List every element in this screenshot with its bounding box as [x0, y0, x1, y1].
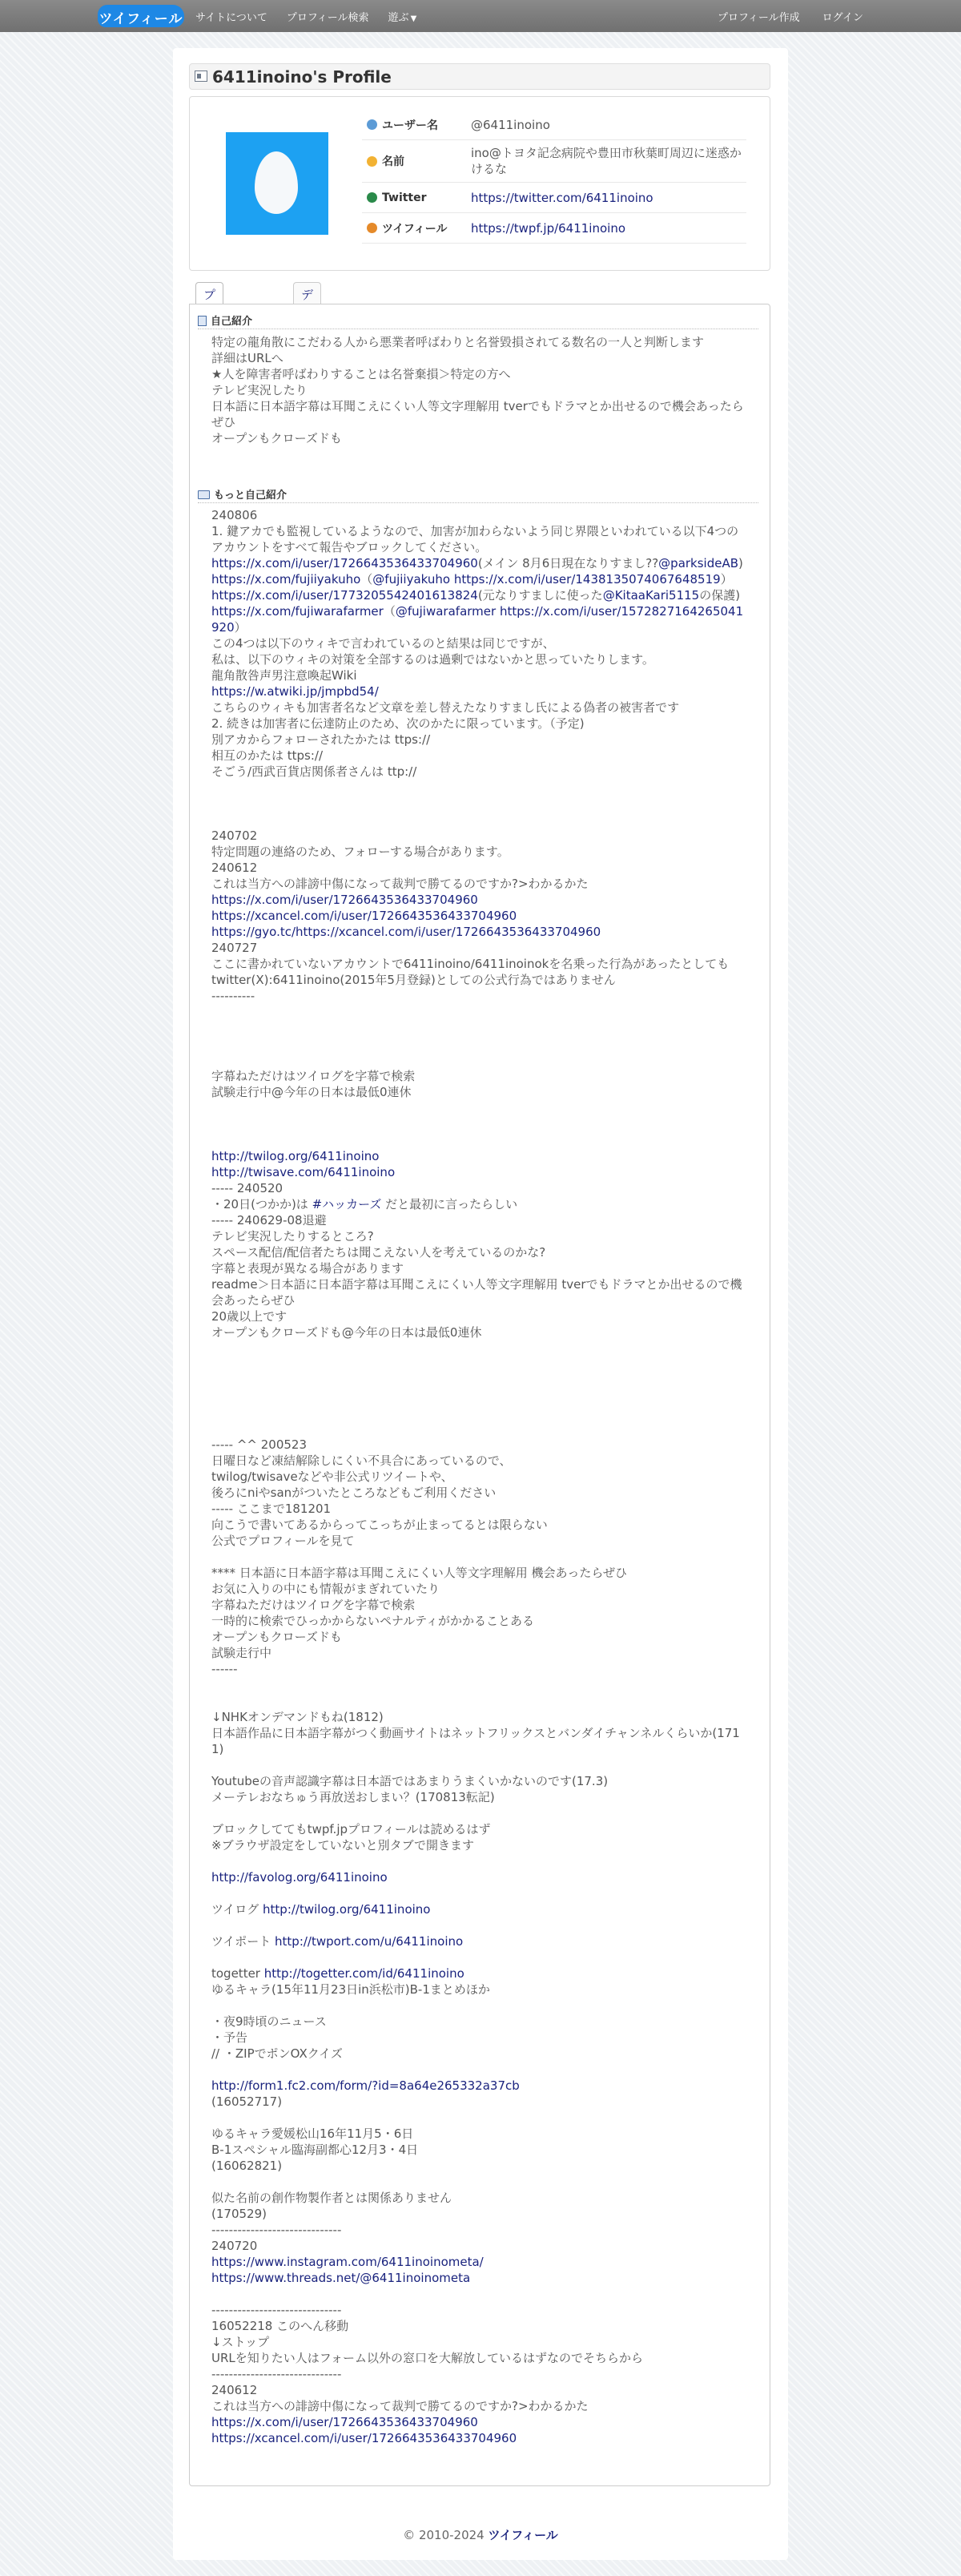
text-link[interactable]: http://twilog.org/6411inoino: [263, 1902, 431, 1917]
text-line: [211, 1565, 748, 1581]
text-link[interactable]: https://x.com/i/user/1726643536433704960: [211, 2415, 478, 2429]
text-span: 似た名前の創作物製作者とは関係ありません: [211, 2191, 452, 2205]
text-link[interactable]: https://x.com/fujiiyakuho: [211, 572, 361, 587]
text-link[interactable]: https://x.com/i/user/1726643536433704960: [211, 556, 478, 570]
profile-info-value: @6411inoino: [471, 118, 550, 132]
text-span: (170529): [211, 2207, 267, 2221]
text-line: [211, 651, 748, 667]
twpf-icon: [367, 223, 377, 233]
profile-info-label: [362, 183, 472, 212]
text-line: [211, 398, 748, 430]
more-section-header: [198, 486, 758, 503]
text-link[interactable]: http://twport.com/u/6411inoino: [275, 1934, 464, 1949]
navbar-inner: [98, 0, 863, 32]
text-line: [211, 1677, 748, 1693]
text-span: 2. 続きは加害者に伝達防止のため、次のかたに限っています。（予定): [211, 716, 585, 731]
text-span: 向こうで書いてあるからってこっちが止まってるとは限らない: [211, 1518, 548, 1532]
text-line: [211, 2190, 748, 2206]
text-line: [211, 667, 748, 683]
text-line: [211, 2014, 748, 2030]
smiley-icon: [367, 156, 377, 167]
main-container: [173, 48, 788, 2560]
text-span: ----- ここまで181201: [211, 1502, 332, 1516]
text-line: [211, 1949, 748, 1965]
nav-menu-play-label: 遊ぶ: [388, 11, 409, 24]
tab-data[interactable]: デ: [293, 282, 321, 304]
text-line: [211, 860, 748, 876]
text-line: [211, 1725, 748, 1757]
text-line: [211, 2334, 748, 2350]
text-link[interactable]: https://www.threads.net/@6411inoinometa: [211, 2271, 471, 2285]
text-span: 日曜日など凍結解除しにくい不具合にあっているので、: [211, 1453, 512, 1468]
text-span: 特定問題の連絡のため、フォローする場合があります。: [211, 845, 509, 859]
text-line: [211, 2062, 748, 2078]
text-line: [211, 2286, 748, 2302]
text-line: [211, 1052, 748, 1068]
text-line: [211, 1789, 748, 1805]
text-line: [211, 1805, 748, 1821]
text-span: この4つは以下のウィキで言われているのと結果は同じですが、: [211, 636, 555, 651]
text-line: [211, 2046, 748, 2062]
book-icon: [198, 490, 210, 499]
text-span: そごう/西武百貨店関係者さんは ttp://: [211, 764, 417, 779]
text-line: [211, 2142, 748, 2158]
text-span: 16052218 このへん移動: [211, 2319, 349, 2333]
text-span: の保護): [699, 588, 741, 603]
text-line: [211, 924, 748, 940]
text-link[interactable]: @fujiwarafarmer: [395, 604, 497, 619]
text-line: [211, 1965, 748, 1981]
text-line: [211, 1212, 748, 1228]
text-link[interactable]: @KitaaKari5115: [602, 588, 700, 603]
text-link[interactable]: https://www.instagram.com/6411inoinometa/: [211, 2255, 484, 2269]
profile-card-icon: [195, 71, 207, 82]
text-line: [211, 780, 748, 796]
text-line: [211, 2110, 748, 2126]
footer-copyright: © 2010-2024: [403, 2528, 489, 2542]
text-link[interactable]: #ハッカーズ: [312, 1197, 382, 1211]
document-icon: [198, 316, 207, 326]
text-link[interactable]: https://xcancel.com/i/user/1726643536433704960: [211, 909, 517, 923]
profile-info-label-text: ツイフィール: [382, 222, 448, 236]
text-span: お気に入りの中にも情報がまぎれていたり: [211, 1582, 440, 1596]
text-line: [211, 1485, 748, 1501]
text-span: こちらのウィキも加害者名など文章を差し替えたなりすまし氏による偽者の被害者です: [211, 700, 680, 715]
text-line: [211, 507, 748, 523]
default-egg-icon: [255, 151, 298, 214]
text-line: [211, 1373, 748, 1389]
text-line: [211, 2350, 748, 2366]
text-span: ・夜9時頃のニュース: [211, 2014, 327, 2029]
text-line: [211, 603, 748, 635]
text-span: 後ろにniやsanがついたところなどもご利用ください: [211, 1486, 497, 1500]
text-link[interactable]: http://togetter.com/id/6411inoino: [263, 1966, 464, 1981]
text-line: [211, 1709, 748, 1725]
text-line: [211, 1645, 748, 1661]
text-span: 日本語に日本語字幕は耳聞こえにくい人等文字理解用 tverでもドラマとか出せるので機会あったらぜひ: [211, 399, 744, 429]
text-line: [211, 1501, 748, 1517]
text-line: [211, 2430, 748, 2446]
text-line: [211, 1228, 748, 1244]
text-line: [211, 1357, 748, 1373]
intro-section-title: 自己紹介: [211, 316, 253, 328]
profile-info-label-text: ユーザー名: [382, 119, 438, 132]
text-span: ): [738, 556, 743, 570]
text-link[interactable]: https://gyo.tc/https://xcancel.com/i/user/1726643536433704960: [211, 925, 601, 939]
text-line: [211, 1421, 748, 1437]
profile-info-table: [362, 110, 746, 244]
text-span: 公式でプロフィールを見て: [211, 1534, 355, 1548]
text-span: テレビ実況したり: [211, 383, 308, 397]
text-line: [211, 1629, 748, 1645]
text-span: 240720: [211, 2239, 258, 2253]
text-line: [211, 1020, 748, 1036]
text-line: [211, 1933, 748, 1949]
text-line: [211, 956, 748, 972]
text-line: [211, 972, 748, 988]
text-span: **** 日本語に日本語字幕は耳聞こえにくい人等文字理解用 機会あったらぜひ: [211, 1566, 627, 1580]
text-span: ）: [720, 572, 733, 587]
text-line: [211, 1164, 748, 1180]
text-line: [211, 1853, 748, 1869]
text-line: [211, 1885, 748, 1901]
text-link[interactable]: @parksideAB: [658, 556, 739, 570]
text-line: [211, 2414, 748, 2430]
text-span: オープンもクローズドも: [211, 431, 342, 445]
tab-profile[interactable]: プ: [195, 282, 223, 304]
text-line: [211, 1437, 748, 1453]
nav-link-profile-search[interactable]: プロフィール検索: [286, 11, 369, 24]
text-line: [211, 1004, 748, 1020]
text-span: 240727: [211, 941, 258, 955]
text-line: [211, 1244, 748, 1260]
text-span: オープンもクローズドも: [211, 1630, 342, 1644]
text-span: ゆるキャラ(15年11月23日in浜松市)B-1まとめほか: [211, 1982, 490, 1997]
text-line: [211, 2030, 748, 2046]
text-line: [211, 1260, 748, 1276]
text-span: これは当方への誹謗中傷になって裁判で勝てるのですか?>わかるかた: [211, 877, 589, 891]
profile-info-row: [362, 213, 746, 244]
text-line: [211, 1340, 748, 1357]
text-line: [211, 2270, 748, 2286]
text-span: 1. 鍵アカでも監視しているようなので、加害が加わらないよう同じ界隈といわれている以下4つのアカウントをすべて報告やブロックしてください。: [211, 524, 739, 554]
text-span: B-1スペシャル臨海副都心12月3・4日: [211, 2143, 419, 2157]
text-span: 詳細はURLへ: [211, 351, 283, 365]
text-line: [211, 1917, 748, 1933]
text-span: (16052717): [211, 2094, 283, 2109]
text-line: [211, 683, 748, 699]
text-span: 240612: [211, 861, 258, 875]
profile-info-row: [362, 140, 746, 183]
text-span: スペース配信/配信者たちは聞こえない人を考えているのかな?: [211, 1245, 546, 1260]
profile-info-value: ino@トヨタ記念病院や豊田市秋葉町周辺に迷惑かけるな: [471, 146, 742, 176]
text-span: ゆるキャラ愛媛松山16年11月5・6日: [211, 2127, 414, 2141]
text-line: [211, 382, 748, 398]
intro-section-header: [198, 312, 758, 329]
nav-link-about[interactable]: サイトについて: [195, 11, 267, 24]
text-span: ------: [211, 1662, 238, 1676]
text-line: [211, 1773, 748, 1789]
text-span: twilog/twisaveなどや非公式リツイートや、: [211, 1469, 453, 1484]
text-span: ----- 240629-08退避: [211, 1213, 327, 1228]
text-line: [211, 2174, 748, 2190]
text-line: [211, 1453, 748, 1469]
text-line: [211, 732, 748, 748]
text-line: [211, 1901, 748, 1917]
text-span: ここに書かれていないアカウントで6411inoino/6411inoinokを名乗った行為があったとしても: [211, 957, 730, 971]
text-link[interactable]: https://w.atwiki.jp/jmpbd54/: [211, 684, 379, 699]
profile-info-value[interactable]: https://twitter.com/6411inoino: [471, 191, 653, 205]
text-span: 字幕と表現が異なる場合があります: [211, 1261, 404, 1276]
caret-down-icon: ▼: [410, 14, 417, 23]
text-span: URLを知りたい人はフォーム以外の窓口を大解放しているはずなのでそちらから: [211, 2351, 644, 2365]
text-line: [211, 2398, 748, 2414]
text-span: ツイログ: [211, 1902, 263, 1917]
text-line: [211, 716, 748, 732]
text-span: テレビ実況したりするところ?: [211, 1229, 374, 1244]
text-span: // ・ZIPでポンOXクイズ: [211, 2046, 343, 2061]
text-line: [211, 1100, 748, 1116]
text-span: （: [383, 604, 396, 619]
text-span: ------------------------------: [211, 2223, 342, 2237]
text-line: [211, 1389, 748, 1405]
text-span: ↓ストップ: [211, 2335, 270, 2349]
text-link[interactable]: https://x.com/i/user/1572827164265041920: [211, 604, 744, 635]
profile-card: [189, 96, 770, 271]
text-line: [211, 334, 748, 350]
text-link[interactable]: https://x.com/i/user/1438135074067648519: [453, 572, 721, 587]
text-span: ----- 240520: [211, 1181, 283, 1195]
text-line: [211, 1084, 748, 1100]
text-line: [211, 1148, 748, 1164]
text-line: [211, 940, 748, 956]
text-span: readme＞日本語に日本語字幕は耳聞こえにくい人等文字理解用 tverでもドラマとか出せるので機会あったらぜひ: [211, 1277, 742, 1308]
text-line: [211, 571, 748, 587]
more-intro-text: [211, 507, 748, 2446]
text-line: [211, 908, 748, 924]
text-line: [211, 1469, 748, 1485]
text-span: 特定の龍角散にこだわる人から悪業者呼ばわりと名誉毀損されてる数名の一人と判断します: [211, 335, 705, 349]
text-span: 私は、以下のウィキの対策を全部するのは過剰ではないかと思っていたりします。: [211, 652, 654, 667]
profile-title-bar: [189, 63, 770, 90]
text-line: [211, 1597, 748, 1613]
text-span: これは当方への誹謗中傷になって裁判で勝てるのですか?>わかるかた: [211, 2399, 589, 2413]
footer: [173, 2526, 788, 2543]
text-line: [211, 748, 748, 764]
text-line: [211, 1981, 748, 1998]
speech-bubble-icon: [367, 119, 377, 130]
text-span: 龍角散咎声男注意喚起Wiki: [211, 668, 357, 683]
text-span: Youtubeの音声認識字幕は日本語ではあまりうまくいかないのです(17.3): [211, 1774, 609, 1788]
text-line: [211, 2366, 748, 2382]
avatar: [226, 132, 328, 235]
more-section-title: もっと自己紹介: [214, 490, 287, 502]
text-span: (元なりすましに使った: [477, 588, 603, 603]
text-line: [211, 2078, 748, 2094]
text-span: ツイポート: [211, 1934, 275, 1949]
nav-menu-play[interactable]: [388, 9, 417, 24]
text-line: [211, 876, 748, 892]
text-line: [211, 699, 748, 716]
footer-brand-link[interactable]: ツイフィール: [488, 2528, 558, 2542]
text-line: [211, 1533, 748, 1549]
text-span: （: [360, 572, 373, 587]
text-line: [211, 1276, 748, 1308]
text-line: [211, 1196, 748, 1212]
text-span: 日本語作品に日本語字幕がつく動画サイトはネットフリックスとバンダイチャンネルくらいか(1711): [211, 1726, 740, 1756]
profile-info-label-text: 名前: [382, 155, 404, 168]
text-line: [211, 796, 748, 812]
text-link[interactable]: http://favolog.org/6411inoino: [211, 1870, 388, 1885]
text-line: [211, 587, 748, 603]
text-line: [211, 1180, 748, 1196]
text-span: ------------------------------: [211, 2303, 342, 2317]
profile-info-label: [362, 213, 472, 243]
text-span: だと最初に言ったらしい: [381, 1197, 518, 1211]
text-line: [211, 2094, 748, 2110]
text-line: [211, 764, 748, 780]
profile-info-label: [362, 110, 472, 139]
text-span: 字幕ねただけはツイログを字幕で検索: [211, 1069, 416, 1083]
text-span: togetter: [211, 1966, 264, 1981]
text-span: ----------: [211, 989, 255, 1003]
page-title: 6411inoino's Profile: [212, 67, 392, 87]
text-line: [211, 1998, 748, 2014]
text-line: [211, 1132, 748, 1148]
nav-link-login[interactable]: ログイン: [822, 11, 863, 24]
text-line: [211, 2238, 748, 2254]
profile-info-row: [362, 110, 746, 140]
profile-info-row: [362, 183, 746, 213]
text-line: [211, 555, 748, 571]
text-line: [211, 1068, 748, 1084]
text-line: [211, 1757, 748, 1773]
text-link[interactable]: https://x.com/fujiwarafarmer: [211, 604, 384, 619]
text-span: 240806: [211, 508, 258, 522]
text-line: [211, 1613, 748, 1629]
text-span: メーテレおなちゅう再放送おしまい？(170813転記): [211, 1790, 495, 1804]
text-link[interactable]: http://form1.fc2.com/form/?id=8a64e265332a37cb: [211, 2078, 520, 2093]
text-span: ----- ^^ 200523: [211, 1437, 307, 1452]
text-span: ブロックしててもtwpf.jpプロフィールは読めるはず: [211, 1822, 491, 1836]
site-logo[interactable]: [98, 5, 184, 27]
text-span: (16062821): [211, 2159, 283, 2173]
profile-info-value[interactable]: https://twpf.jp/6411inoino: [471, 221, 626, 236]
text-span: ・予告: [211, 2030, 248, 2045]
text-line: [211, 2318, 748, 2334]
text-line: [211, 2302, 748, 2318]
text-link[interactable]: https://x.com/i/user/1726643536433704960: [211, 893, 478, 907]
top-navbar: [0, 0, 961, 32]
text-line: [211, 828, 748, 844]
text-line: [211, 523, 748, 555]
text-line: [211, 2254, 748, 2270]
text-line: [211, 2158, 748, 2174]
text-line: [211, 350, 748, 366]
text-line: [211, 1821, 748, 1837]
intro-text: [211, 334, 748, 446]
text-span: ）: [234, 620, 247, 635]
twitter-icon: [367, 192, 377, 203]
profile-info-label-text: Twitter: [382, 191, 427, 204]
text-link[interactable]: @fujiiyakuho: [372, 572, 451, 587]
text-line: [211, 812, 748, 828]
text-line: [211, 1869, 748, 1885]
text-line: [211, 892, 748, 908]
text-line: [211, 2206, 748, 2222]
text-line: [211, 2382, 748, 2398]
text-line: [211, 366, 748, 382]
text-line: [211, 1549, 748, 1565]
nav-link-create-profile[interactable]: プロフィール作成: [717, 11, 800, 24]
text-span: ・20日(つかか)は: [211, 1197, 312, 1211]
text-line: [211, 2222, 748, 2238]
text-line: [211, 635, 748, 651]
text-span: 字幕ねただけはツイログを字幕で検索: [211, 1598, 416, 1612]
logo-text: ツイフィール: [99, 11, 183, 27]
text-line: [211, 1661, 748, 1677]
text-line: [211, 1116, 748, 1132]
text-span: ↓NHKオンデマンドもね(1812): [211, 1710, 384, 1724]
text-line: [211, 2126, 748, 2142]
text-span: 20歳以上です: [211, 1309, 287, 1324]
text-line: [211, 430, 748, 446]
text-span: 240612: [211, 2383, 258, 2397]
text-span: ※ブラウザ設定をしていないと別タブで開きます: [211, 1838, 475, 1852]
text-span: 別アカからフォローされたかたは ttps://: [211, 732, 431, 747]
text-link[interactable]: https://x.com/i/user/1773205542401613824: [211, 588, 478, 603]
text-span: オープンもクローズドも@今年の日本は最低0連休: [211, 1325, 482, 1340]
text-line: [211, 1581, 748, 1597]
profile-info-label: [362, 140, 472, 182]
text-link[interactable]: https://xcancel.com/i/user/1726643536433704960: [211, 2431, 517, 2445]
text-span: (メイン 8月6日現在なりすまし??: [477, 556, 659, 570]
text-line: [211, 1405, 748, 1421]
text-span: 相互のかたは ttps://: [211, 748, 324, 763]
profile-tab-content: [189, 304, 770, 2486]
text-span: 試験走行中: [211, 1646, 272, 1660]
text-span: 240702: [211, 828, 258, 843]
text-line: [211, 1517, 748, 1533]
text-span: ★人を障害者呼ばわりすることは名誉棄損＞特定の方へ: [211, 367, 511, 381]
text-line: [211, 988, 748, 1004]
text-line: [211, 1036, 748, 1052]
text-span: ------------------------------: [211, 2367, 342, 2381]
text-span: 試験走行中@今年の日本は最低0連休: [211, 1085, 412, 1099]
text-link[interactable]: http://twisave.com/6411inoino: [211, 1165, 396, 1179]
text-span: twitter(X):6411inoino(2015年5月登録)としての公式行為ではありません: [211, 973, 616, 987]
text-span: 一時的に検索でひっかからないペナルティがかかることある: [211, 1614, 535, 1628]
text-line: [211, 844, 748, 860]
text-link[interactable]: http://twilog.org/6411inoino: [211, 1149, 380, 1163]
text-line: [211, 1324, 748, 1340]
nav-left-links: [195, 0, 436, 32]
text-line: [211, 1837, 748, 1853]
text-line: [211, 1308, 748, 1324]
nav-right-links: [695, 0, 863, 32]
text-line: [211, 1693, 748, 1709]
